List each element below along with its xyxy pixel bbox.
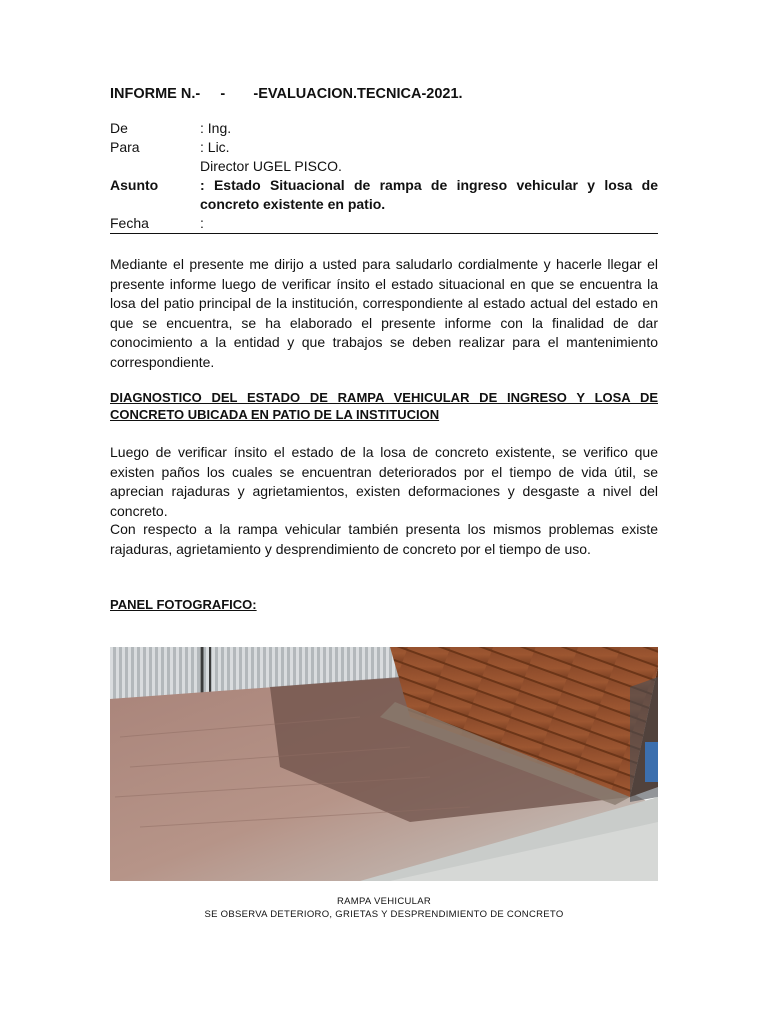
report-header xyxy=(110,119,658,234)
header-row-para-2 xyxy=(110,157,658,176)
diagnostic-paragraph-2: Con respecto a la rampa vehicular también presenta los mismos problemas existe rajaduras, agrietamiento y desprendimiento de concreto por el tiempo de uso. xyxy=(110,521,658,557)
fecha-value: : xyxy=(200,215,204,231)
de-label: De xyxy=(110,120,128,136)
de-value: : Ing. xyxy=(200,120,232,136)
para-value-2: Director UGEL PISCO. xyxy=(200,158,342,174)
header-row-fecha xyxy=(110,214,658,234)
ramp-photo xyxy=(110,647,658,881)
header-row-para xyxy=(110,138,658,157)
diagnostic-heading: DIAGNOSTICO DEL ESTADO DE RAMPA VEHICULAR DE INGRESO Y LOSA DE CONCRETO UBICADA EN PATIO DE LA INSTITUCION xyxy=(110,390,658,422)
diagnostic-paragraph-1: Luego de verificar ínsito el estado de la losa de concreto existente, se verifico que existen paños los cuales se encuentran deteriorados por el tiempo de vida útil, se aprecian rajaduras y agrietamientos, existen deformaciones y desgaste a nivel del concreto. xyxy=(110,444,658,519)
para-label: Para xyxy=(110,139,140,155)
photo-caption-line-1: RAMPA VEHICULAR xyxy=(336,896,432,907)
photo-caption-line-2: SE OBSERVA DETERIORO, GRIETAS Y DESPRENDIMIENTO DE CONCRETO xyxy=(204,908,564,920)
photo-caption xyxy=(110,896,658,921)
intro-paragraph: Mediante el presente me dirijo a usted para saludarlo cordialmente y hacerle llegar el presente informe luego de verificar ínsito el estado situacional en que se encuentra la losa del patio principal de la institución, correspondiente al estado actual del estado en que se encuentra, se ha elaborado el presente informe con la finalidad de dar conocimiento a la entidad y que trabajos se deben realizar para el mantenimiento correspondiente. xyxy=(110,256,658,370)
report-title: INFORME N.- - -EVALUACION.TECNICA-2021. xyxy=(110,86,463,102)
fecha-label: Fecha xyxy=(110,215,149,231)
asunto-value: : Estado Situacional de rampa de ingreso vehicular y losa de concreto existente en patio. xyxy=(200,177,658,212)
header-row-de xyxy=(110,119,658,138)
panel-title: PANEL FOTOGRAFICO: xyxy=(110,597,257,612)
asunto-label: Asunto xyxy=(110,177,159,193)
header-row-asunto xyxy=(110,176,658,214)
para-value: : Lic. xyxy=(200,139,230,155)
